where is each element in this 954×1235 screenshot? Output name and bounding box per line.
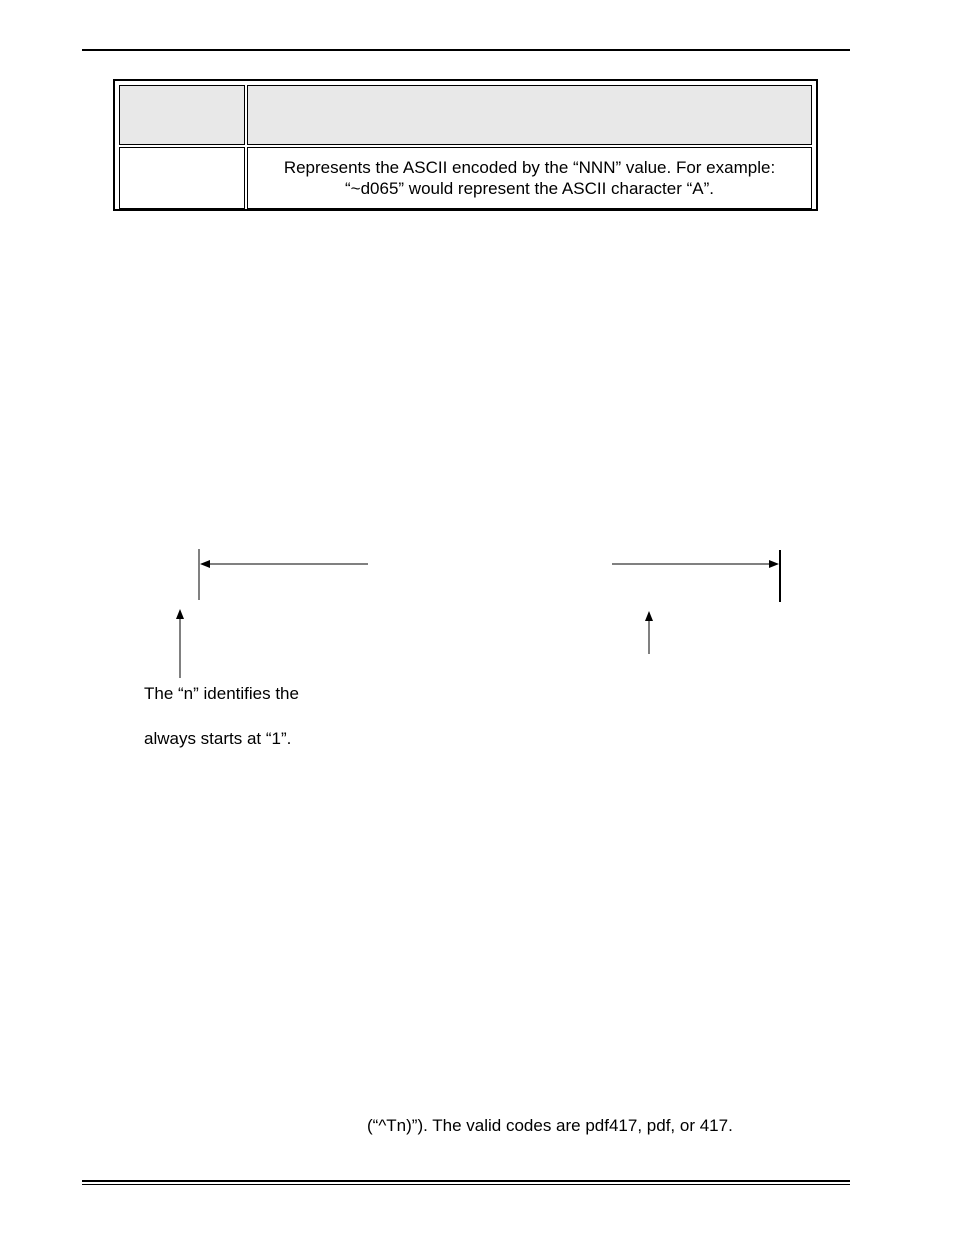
- description-line-1: Represents the ASCII encoded by the “NNN” value. For example:: [283, 158, 776, 177]
- diagram-note-line-1: The “n” identifies the: [144, 684, 299, 703]
- footer-rule-thin: [82, 1184, 850, 1185]
- valid-codes-text: (“^Tn)”). The valid codes are pdf417, pdf, or 417.: [367, 1116, 733, 1135]
- diagram-note-line-2: always starts at “1”.: [144, 729, 292, 748]
- footer-rule-thick: [82, 1180, 850, 1182]
- description-line-2: “~d065” would represent the ASCII character “A”.: [345, 179, 714, 198]
